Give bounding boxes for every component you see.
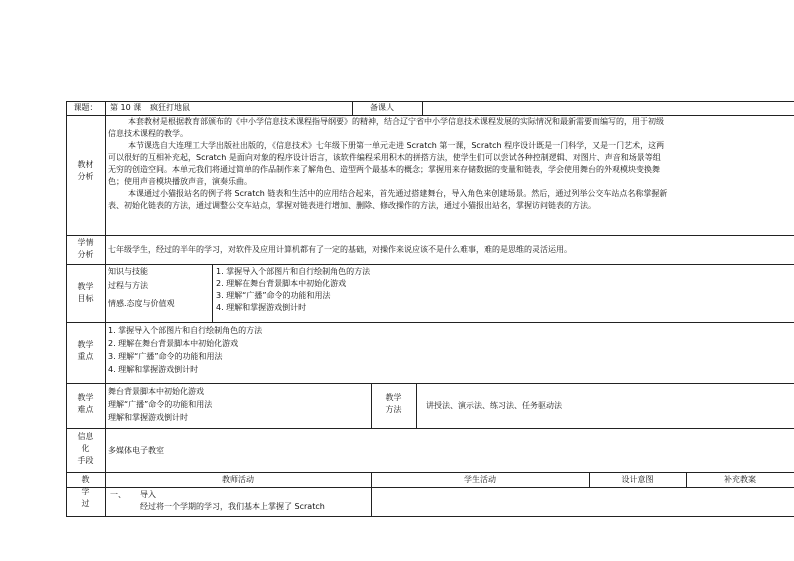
goals-items: 1. 掌握导入个部图片和自行绘制角色的方法 2. 理解在舞台背景脚本中初始化游戏 3. 理解“广播”命令的功能和用法 4. 理解和掌握游戏倒计时: [216, 267, 371, 312]
goals-label: 教学 目标: [77, 282, 94, 303]
difficulties-label: 教学 难点: [77, 393, 94, 414]
infotech-text: 多媒体电子教室: [108, 446, 164, 455]
learner-text: 七年级学生，经过的半年的学习，对软件及应用计算机都有了一定的基础，对操作来说应该不是什么难事，难的是思维的灵活运用。: [108, 245, 572, 254]
process-intro: 一、 导入 经过将一个学期的学习，我们基本上掌握了 Scratch: [110, 490, 325, 511]
infotech-label: 信息 化 手段: [77, 432, 94, 465]
learner-label: 学情 分析: [77, 238, 94, 259]
methods-label: 教学 方法: [385, 393, 402, 414]
keypoints-items: 1. 掌握导入个部图片和自行绘制角色的方法 2. 理解在舞台背景脚本中初始化游戏 3. 理解“广播”命令的功能和用法 4. 理解和掌握游戏倒计时: [108, 326, 263, 374]
col-extra-plan: 补充教案: [724, 475, 756, 484]
goals-categories: 知识与技能 过程与方法 情感.态度与价值观: [108, 267, 175, 308]
lesson-topic: 疯狂打地鼠: [150, 103, 190, 112]
material-text: 本套教材是根据教育部颁布的《中小学信息技术课程指导纲要》的精神，结合辽宁省中小学信息技术课程发展的实际情况和最新需要而编写的，用于初级 信息技术课程的教学。 本节课选自大连理工大学出版社出版的，《信息技术》七年级下册第一单元走进 Scratch 第一课，Scratch 程序设计既是一门科学，又是一门艺术，这两 可以很好的互相补充起，Scratch 是面向对象的程序设计语言，该软件编程采用积木的拼搭方法，使学生们可以尝试各种控制逻辑、对图片、声音和场景等组 无穷的创造空间。本单元我们将通过简单的作品制作来了解角色、造型两个最基本的概念；掌握用来存储数据的变量和链表，学会使用舞台的外观模块变换舞 色；使用声音模块播放声音，演奏乐曲。 本课通过小猫报站名的例子将 Scratch 链表和生活中的应用结合起来，首先通过搭建舞台，导入角色来创建场景。然后，通过列举公交车站点名称掌握新 表、初始化链表的方法，通过调整公交车站点，掌握对链表进行增加、删除、修改操作的方法，通过小猫报出站名，掌握访问链表的方法。: [108, 117, 668, 210]
methods-text: 讲授法、演示法、练习法、任务驱动法: [426, 401, 562, 410]
col-design-intent: 设计意图: [621, 475, 654, 484]
lesson-number: 第 10 课: [110, 103, 142, 112]
process-label: 教 学 过: [81, 475, 90, 508]
col-teacher-activity: 教师活动: [222, 475, 254, 484]
lesson-plan-table: [66, 101, 794, 517]
col-student-activity: 学生活动: [464, 475, 496, 484]
topic-label: 课题：: [73, 103, 98, 112]
difficulties-items: 舞台背景脚本中初始化游戏 理解“广播”命令的功能和用法 理解和掌握游戏倒计时: [108, 387, 213, 422]
prepare-label: 备课人: [370, 103, 394, 112]
keypoints-label: 教学 重点: [77, 340, 94, 361]
material-label: 教材 分析: [77, 160, 94, 181]
